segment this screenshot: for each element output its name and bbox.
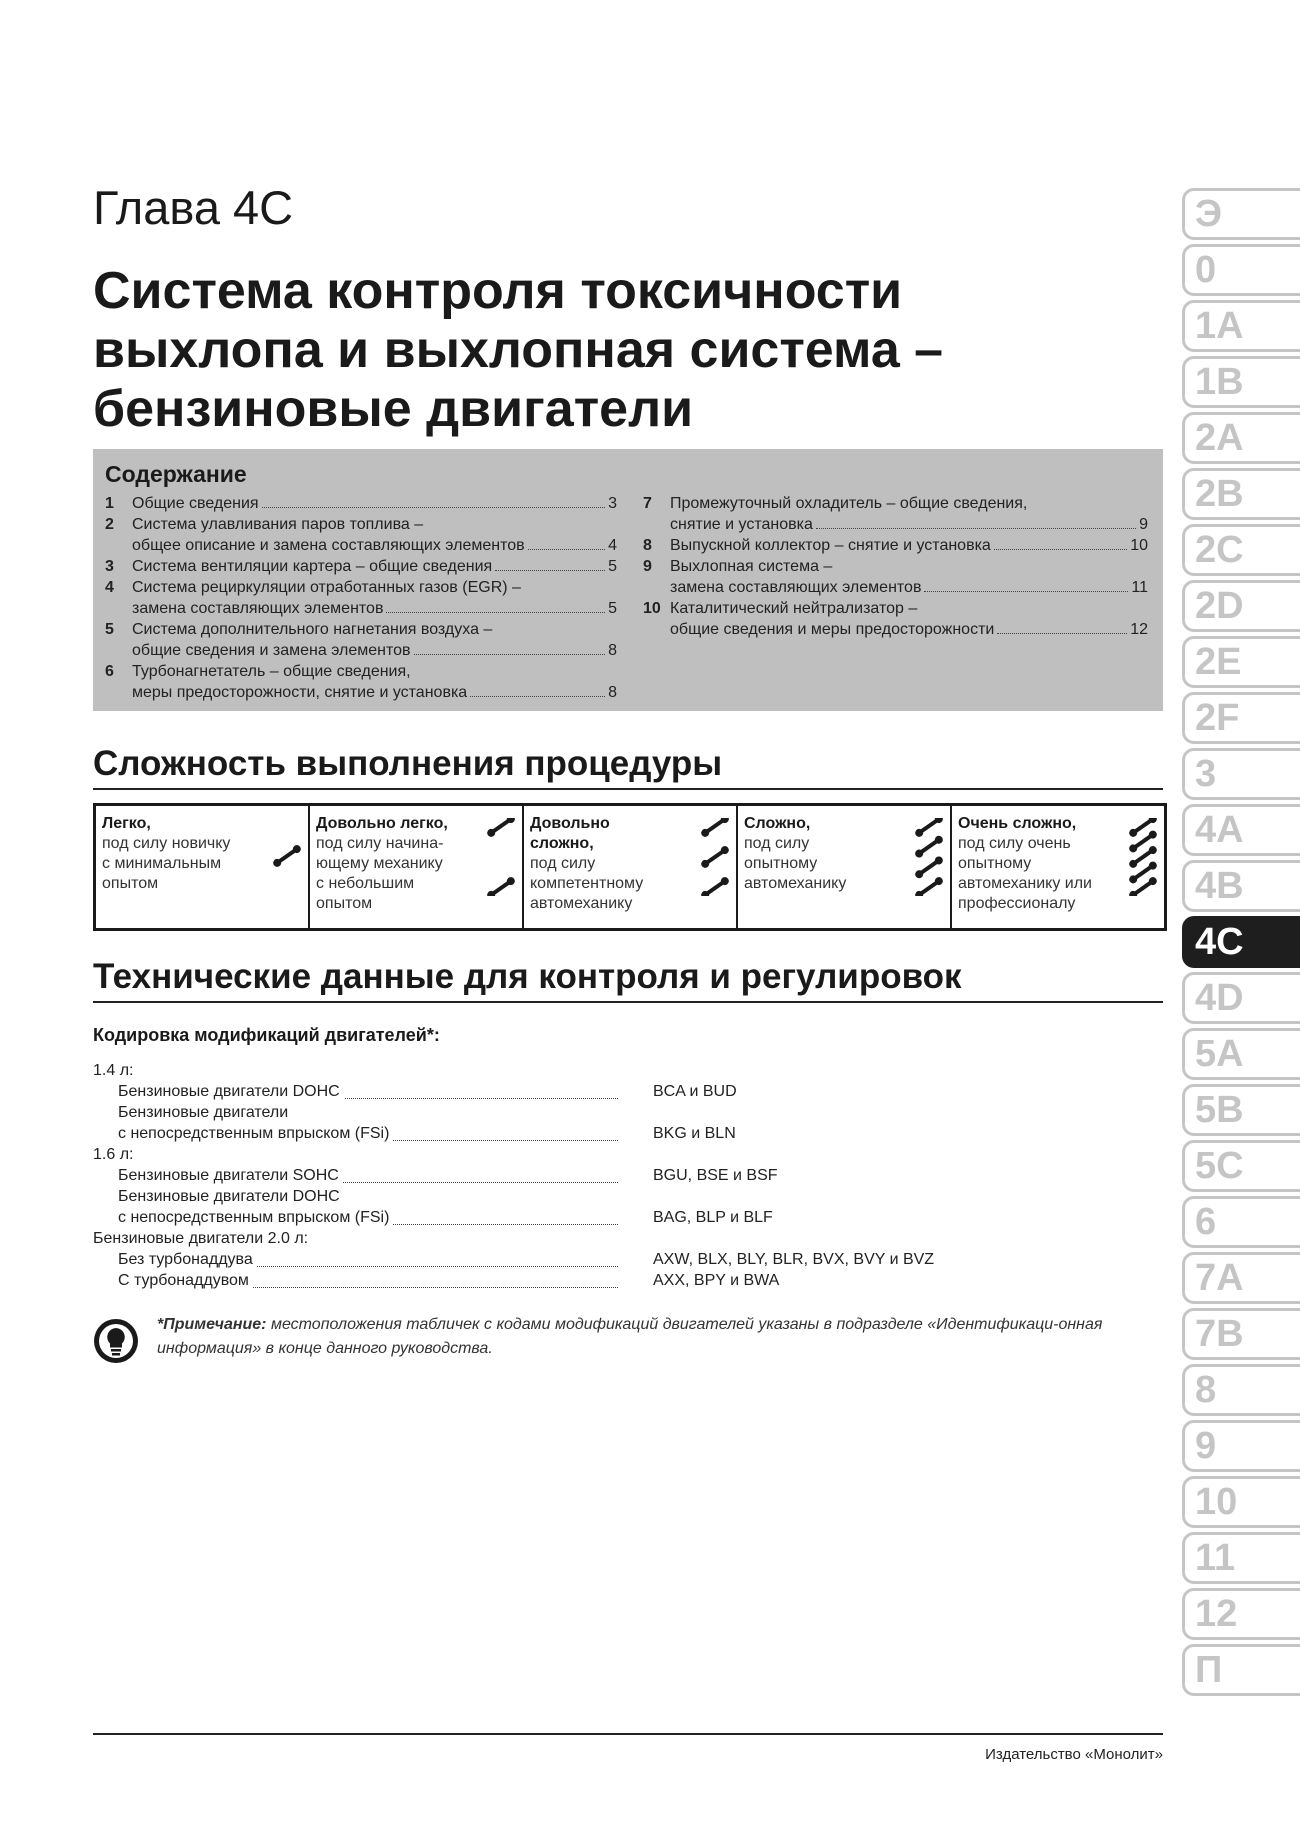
toc-dot-leader: [262, 507, 606, 508]
spanner-rating-icon: [486, 818, 516, 896]
spec-label: [118, 1165, 343, 1186]
toc-page-number: 3: [608, 495, 617, 512]
footer-divider: [93, 1733, 1163, 1735]
spanner-icon: [700, 845, 730, 870]
spec-label: [118, 1081, 344, 1102]
difficulty-level-2: [310, 806, 524, 928]
difficulty-table: [93, 803, 1167, 931]
toc-line: [670, 493, 1148, 514]
toc-line: [670, 577, 1148, 598]
contents-box: [93, 449, 1163, 711]
spanner-icon: [914, 876, 944, 896]
chapter-tab-8[interactable]: 8: [1182, 1364, 1300, 1416]
toc-line: [132, 493, 617, 514]
toc-page-number: 5: [608, 558, 617, 575]
toc-line-text: общие сведения и замена элементов: [132, 642, 411, 659]
spec-label: [93, 1060, 137, 1081]
toc-entry-number: 4: [105, 579, 114, 596]
toc-line-text: Турбонагнетатель – общие сведения,: [132, 663, 411, 680]
toc-line: [670, 535, 1148, 556]
spec-label: [118, 1102, 292, 1123]
note-text: [157, 1313, 1167, 1361]
spanner-rating-icon: [914, 818, 944, 896]
toc-line: [132, 598, 617, 619]
toc-line: [670, 619, 1148, 640]
chapter-tab-2d[interactable]: 2D: [1182, 580, 1300, 632]
chapter-tab-4d[interactable]: 4D: [1182, 972, 1300, 1024]
toc-left-column: [105, 493, 617, 703]
difficulty-level-4: [738, 806, 952, 928]
spanner-rating-icon: [700, 818, 730, 896]
chapter-tab-2c[interactable]: 2C: [1182, 524, 1300, 576]
toc-entry-number: 6: [105, 663, 114, 680]
toc-line-text: Система дополнительного нагнетания воздуха –: [132, 621, 493, 638]
toc-line-text: меры предосторожности, снятие и установка: [132, 684, 468, 701]
toc-page-number: 9: [1139, 516, 1148, 533]
toc-dot-leader: [470, 696, 605, 697]
difficulty-description: под силу компетентному автомеханику: [530, 855, 644, 912]
toc-entry-number: 8: [643, 537, 652, 554]
spec-row: [93, 1270, 953, 1291]
spec-row: [93, 1144, 953, 1165]
toc-dot-leader: [994, 549, 1127, 550]
difficulty-title: Довольно легко,: [316, 815, 448, 832]
spec-label: [118, 1123, 393, 1144]
chapter-tab-7a[interactable]: 7A: [1182, 1252, 1300, 1304]
chapter-label: Глава 4С: [93, 181, 294, 234]
chapter-tab-5c[interactable]: 5C: [1182, 1140, 1300, 1192]
spec-row: [93, 1249, 953, 1270]
note-lightbulb-icon: [93, 1318, 139, 1364]
toc-dot-leader: [816, 528, 1136, 529]
toc-line: [132, 514, 617, 535]
chapter-tab-2a[interactable]: 2A: [1182, 412, 1300, 464]
contents-heading: Содержание: [105, 461, 247, 487]
chapter-tab-4b[interactable]: 4B: [1182, 860, 1300, 912]
spanner-icon: [914, 818, 944, 838]
toc-page-number: 5: [608, 600, 617, 617]
difficulty-title: Сложно,: [744, 815, 811, 832]
toc-right-column: [643, 493, 1148, 640]
toc-dot-leader: [528, 549, 605, 550]
spanner-icon: [914, 834, 944, 859]
difficulty-description: под силу новичку с минимальным опытом: [102, 835, 231, 892]
toc-page-number: 8: [608, 642, 617, 659]
chapter-tab-1a[interactable]: 1A: [1182, 300, 1300, 352]
toc-entry-number: 1: [105, 495, 114, 512]
toc-line: [132, 682, 617, 703]
difficulty-level-5: [952, 806, 1164, 928]
toc-line: [132, 535, 617, 556]
spec-label: [93, 1144, 137, 1165]
difficulty-description: под силу начина- ющему механику с небольшим опытом: [316, 835, 444, 912]
spec-label-text: 1.4 л:: [93, 1062, 137, 1079]
spanner-icon: [700, 876, 730, 896]
note-body: местоположения табличек с кодами модификаций двигателей указаны в подразделе «Идентификаци-онная информация» в конце данного руководства.: [157, 1316, 1103, 1357]
spec-row: [93, 1228, 953, 1249]
chapter-tab-1b[interactable]: 1B: [1182, 356, 1300, 408]
toc-line-text: замена составляющих элементов: [132, 600, 384, 617]
toc-entry: [643, 535, 1148, 556]
spec-value: AXX, BPY и BWA: [653, 1272, 780, 1289]
chapter-tabs: [1182, 188, 1300, 1700]
toc-dot-leader: [924, 591, 1128, 592]
spec-label-text: Бензиновые двигатели DOHC: [118, 1083, 344, 1100]
toc-line-text: Выпускной коллектор – снятие и установка: [670, 537, 991, 554]
toc-line: [132, 661, 617, 682]
toc-line-text: Каталитический нейтрализатор –: [670, 600, 918, 617]
toc-entry: [105, 577, 617, 619]
spec-label-text: с непосредственным впрыском (FSi): [118, 1125, 393, 1142]
toc-entry: [105, 514, 617, 556]
toc-page-number: 11: [1131, 579, 1148, 596]
toc-line: [132, 577, 617, 598]
spec-label-text: С турбонаддувом: [118, 1272, 253, 1289]
toc-entry-number: 9: [643, 558, 652, 575]
toc-line-text: Общие сведения: [132, 495, 259, 512]
spec-label-text: Бензиновые двигатели: [118, 1104, 292, 1121]
spec-value: BAG, BLP и BLF: [653, 1209, 773, 1226]
toc-dot-leader: [997, 633, 1127, 634]
difficulty-title: Очень сложно,: [958, 815, 1077, 832]
chapter-tab-11[interactable]: 11: [1182, 1532, 1300, 1584]
toc-dot-leader: [414, 654, 606, 655]
chapter-tab-э[interactable]: Э: [1182, 188, 1300, 240]
toc-page-number: 4: [608, 537, 617, 554]
toc-line: [670, 556, 1148, 577]
chapter-tab-0[interactable]: 0: [1182, 244, 1300, 296]
spec-label-text: Бензиновые двигатели DOHC: [118, 1188, 344, 1205]
spec-value: BKG и BLN: [653, 1125, 736, 1142]
spec-label: [93, 1228, 312, 1249]
chapter-title: Система контроля токсичности выхлопа и выхлопная система – бензиновые двигатели: [93, 262, 944, 438]
spanner-rating-icon: [272, 818, 302, 896]
spanner-icon: [914, 855, 944, 880]
difficulty-title: Легко,: [102, 815, 151, 832]
chapter-tab-12[interactable]: 12: [1182, 1588, 1300, 1640]
engine-codes-table: [93, 1060, 953, 1291]
toc-line-text: общее описание и замена составляющих элементов: [132, 537, 525, 554]
chapter-tab-п[interactable]: П: [1182, 1644, 1300, 1696]
publisher-footer: Издательство «Монолит»: [985, 1746, 1163, 1763]
spec-row: [93, 1207, 953, 1228]
difficulty-title: Довольно сложно,: [530, 815, 610, 852]
toc-line-text: Система рециркуляции отработанных газов (EGR) –: [132, 579, 521, 596]
toc-line-text: Система улавливания паров топлива –: [132, 516, 424, 533]
spec-row: [93, 1186, 953, 1207]
difficulty-heading: Сложность выполнения процедуры: [93, 744, 1163, 790]
toc-line-text: снятие и установка: [670, 516, 813, 533]
spec-row: [93, 1165, 953, 1186]
specs-heading: Технические данные для контроля и регулировок: [93, 957, 1163, 1003]
chapter-tab-2e[interactable]: 2E: [1182, 636, 1300, 688]
toc-entry: [105, 556, 617, 577]
chapter-tab-5a[interactable]: 5A: [1182, 1028, 1300, 1080]
toc-page-number: 8: [608, 684, 617, 701]
toc-line: [132, 619, 617, 640]
spanner-icon: [272, 844, 302, 869]
spanner-rating-icon: [1128, 818, 1158, 896]
chapter-tab-2b[interactable]: 2B: [1182, 468, 1300, 520]
spec-label-text: Бензиновые двигатели SOHC: [118, 1167, 343, 1184]
spec-label-text: с непосредственным впрыском (FSi): [118, 1209, 393, 1226]
toc-entry-number: 7: [643, 495, 652, 512]
note-label: *Примечание:: [157, 1316, 267, 1333]
spec-row: [93, 1081, 953, 1102]
difficulty-level-1: [96, 806, 310, 928]
chapter-tab-10[interactable]: 10: [1182, 1476, 1300, 1528]
toc-dot-leader: [495, 570, 605, 571]
difficulty-description: под силу очень опытному автомеханику или профессионалу: [958, 835, 1092, 912]
spec-row: [93, 1123, 953, 1144]
toc-line: [670, 598, 1148, 619]
toc-line: [132, 556, 617, 577]
spanner-icon: [700, 818, 730, 838]
toc-entry: [105, 661, 617, 703]
toc-page-number: 12: [1130, 621, 1148, 638]
spec-label-text: Бензиновые двигатели 2.0 л:: [93, 1230, 312, 1247]
toc-entry: [643, 598, 1148, 640]
spec-label: [118, 1270, 253, 1291]
toc-line: [132, 640, 617, 661]
chapter-tab-4a[interactable]: 4A: [1182, 804, 1300, 856]
spec-label: [118, 1186, 344, 1207]
toc-entry: [105, 493, 617, 514]
spec-value: BGU, BSE и BSF: [653, 1167, 778, 1184]
toc-line-text: Выхлопная система –: [670, 558, 833, 575]
toc-line-text: Промежуточный охладитель – общие сведения,: [670, 495, 1028, 512]
difficulty-description: под силу опытному автомеханику: [744, 835, 847, 892]
toc-entry: [643, 493, 1148, 535]
toc-dot-leader: [386, 612, 605, 613]
spec-value: AXW, BLX, BLY, BLR, BVX, BVY и BVZ: [653, 1251, 935, 1268]
chapter-tab-4c[interactable]: 4C: [1182, 916, 1300, 968]
toc-line: [670, 514, 1148, 535]
spec-row: [93, 1060, 953, 1081]
spec-label-text: Без турбонаддува: [118, 1251, 257, 1268]
toc-entry-number: 2: [105, 516, 114, 533]
toc-entry-number: 3: [105, 558, 114, 575]
chapter-tab-5b[interactable]: 5B: [1182, 1084, 1300, 1136]
spec-label: [118, 1207, 393, 1228]
chapter-tab-3[interactable]: 3: [1182, 748, 1300, 800]
spec-label-text: 1.6 л:: [93, 1146, 137, 1163]
toc-line-text: замена составляющих элементов: [670, 579, 922, 596]
spec-row: [93, 1102, 953, 1123]
specs-subheading: Кодировка модификаций двигателей*:: [93, 1025, 440, 1045]
chapter-tab-7b[interactable]: 7B: [1182, 1308, 1300, 1360]
toc-entry: [105, 619, 617, 661]
toc-page-number: 10: [1130, 537, 1148, 554]
toc-line-text: общие сведения и меры предосторожности: [670, 621, 995, 638]
toc-entry: [643, 556, 1148, 598]
spanner-icon: [486, 876, 516, 896]
spec-value: BCA и BUD: [653, 1083, 737, 1100]
spanner-icon: [486, 818, 516, 838]
chapter-tab-6[interactable]: 6: [1182, 1196, 1300, 1248]
toc-entry-number: 10: [643, 600, 661, 617]
toc-entry-number: 5: [105, 621, 114, 638]
chapter-tab-9[interactable]: 9: [1182, 1420, 1300, 1472]
spec-label: [118, 1249, 257, 1270]
chapter-tab-2f[interactable]: 2F: [1182, 692, 1300, 744]
toc-line-text: Система вентиляции картера – общие сведения: [132, 558, 493, 575]
difficulty-level-3: [524, 806, 738, 928]
